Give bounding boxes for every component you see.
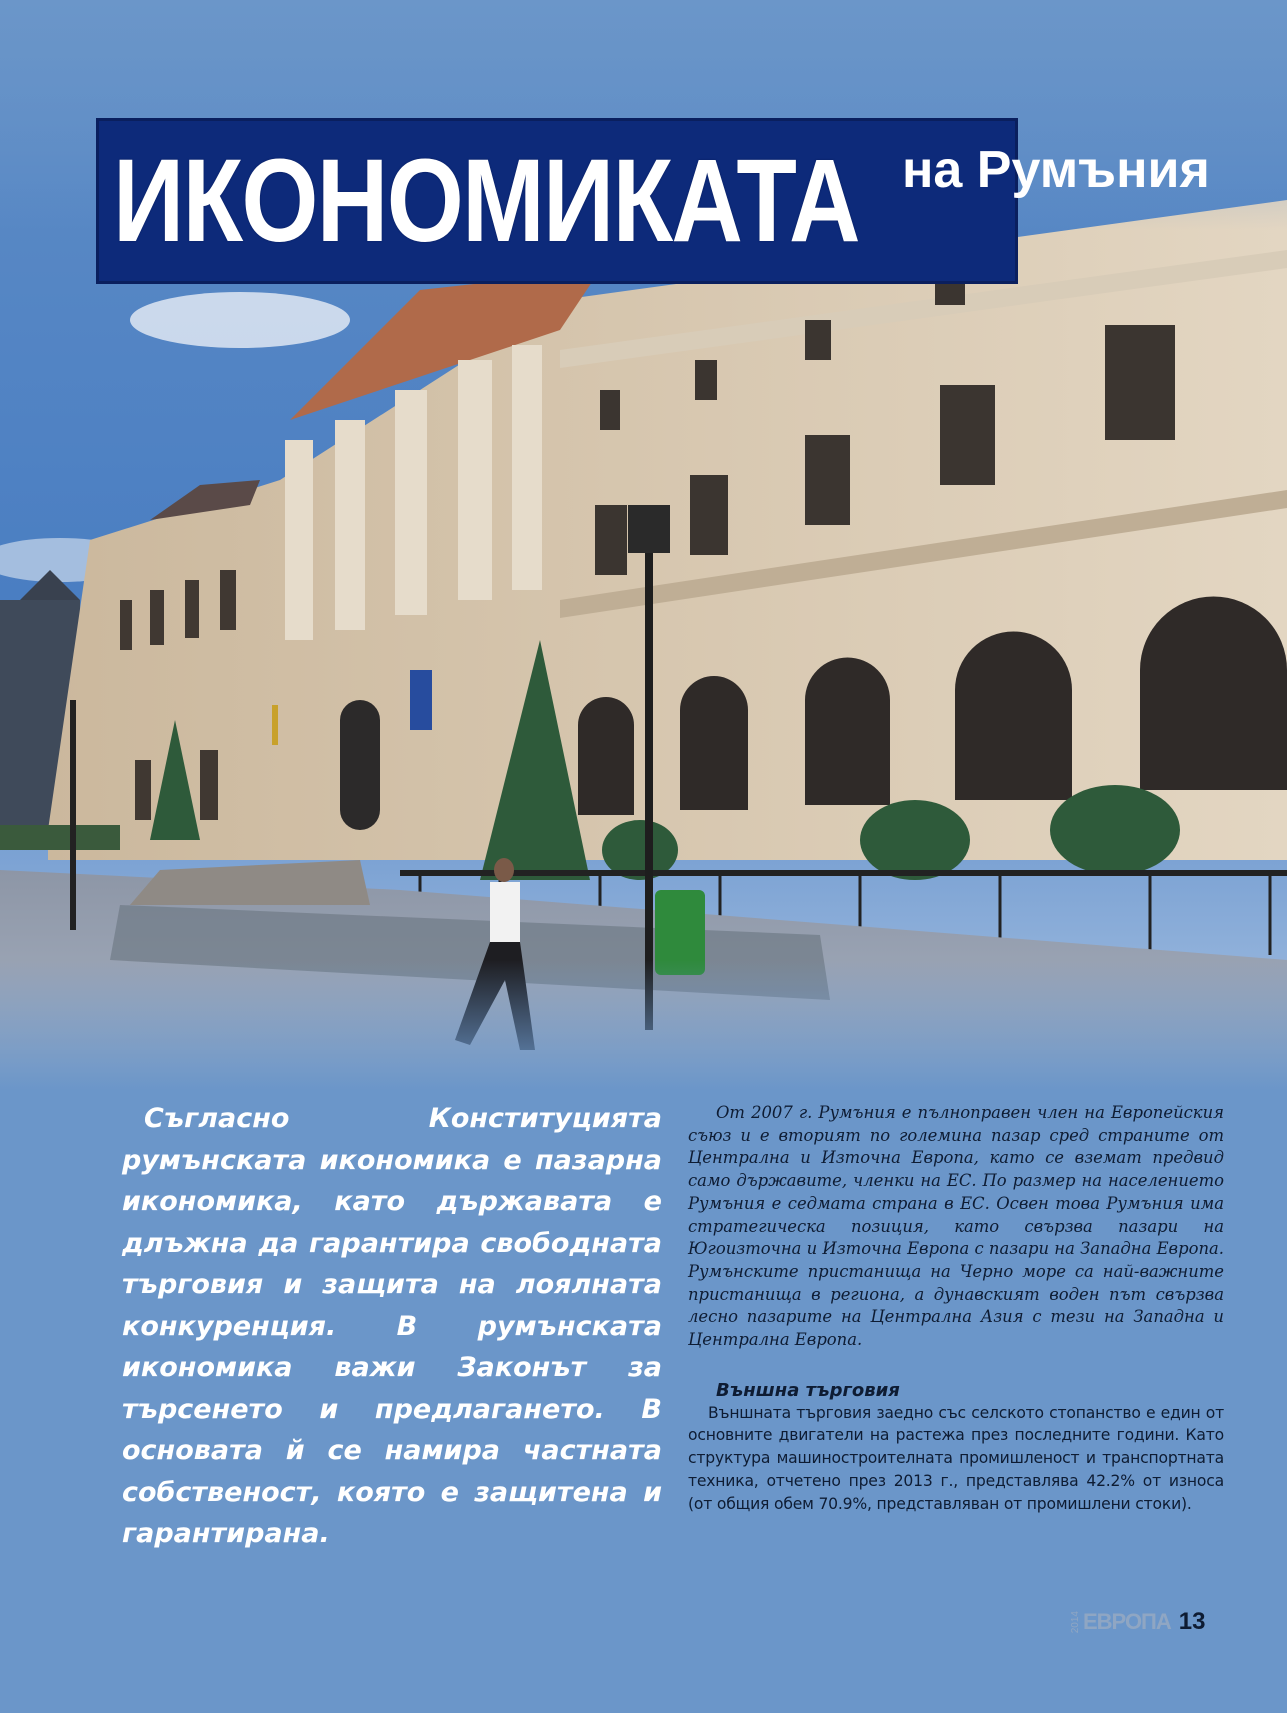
lead-paragraph [122,1098,662,1555]
body-paragraph-1: От 2007 г. Румъния е пълноправен член на Европейския съюз и е вторият по големина пазар сред страните от Централна и Източна Европа, като се вземат предвид само държавите, членки на ЕС. По размер на населението Румъния е седмата страна в ЕС. Освен това Румъния има стратегическа позиция, като свързва пазари на Югоизточна и Източна Европа с пазари на Западна Европа. Румънските пристанища на Черно море са най-важните пристанища в региона, а дунавският воден път свързва лесно пазарите на Централна Азия с тези на Западна и Централна Европа. [688,1103,1224,1350]
page-number: 13 [1178,1608,1206,1635]
body-column [688,1102,1224,1515]
page-title: ИКОНОМИКАТА [113,135,859,267]
footer-year: 2014 [1070,1610,1081,1634]
section-heading: Външна търговия [716,1379,900,1401]
title-box [96,118,1018,284]
lead-text: Съгласно Конституцията румънската икономика е пазарна икономика, като държавата е длъжна да гарантира свободната търговия и защита на лоялната конкуренция. В румънската икономика важи Законът за търсенето и предлагането. В основата й се намира частната собственост, която е защитена и гарантирана. [122,1103,662,1549]
body-paragraph-2: Външната търговия заедно със селското стопанство е един от основните двигатели на растежа през последните години. Като структура машиностроителната промишленост и транспортната техника, отчетено през 2013 г., представлява 42.2% от износа (от общия обем 70.9%, представляван от промишлени стоки). [688,1403,1224,1513]
page-subtitle: на Румъния [902,141,1210,199]
page-footer [1070,1608,1205,1636]
magazine-brand: ЕВРОПА [1083,1609,1171,1634]
